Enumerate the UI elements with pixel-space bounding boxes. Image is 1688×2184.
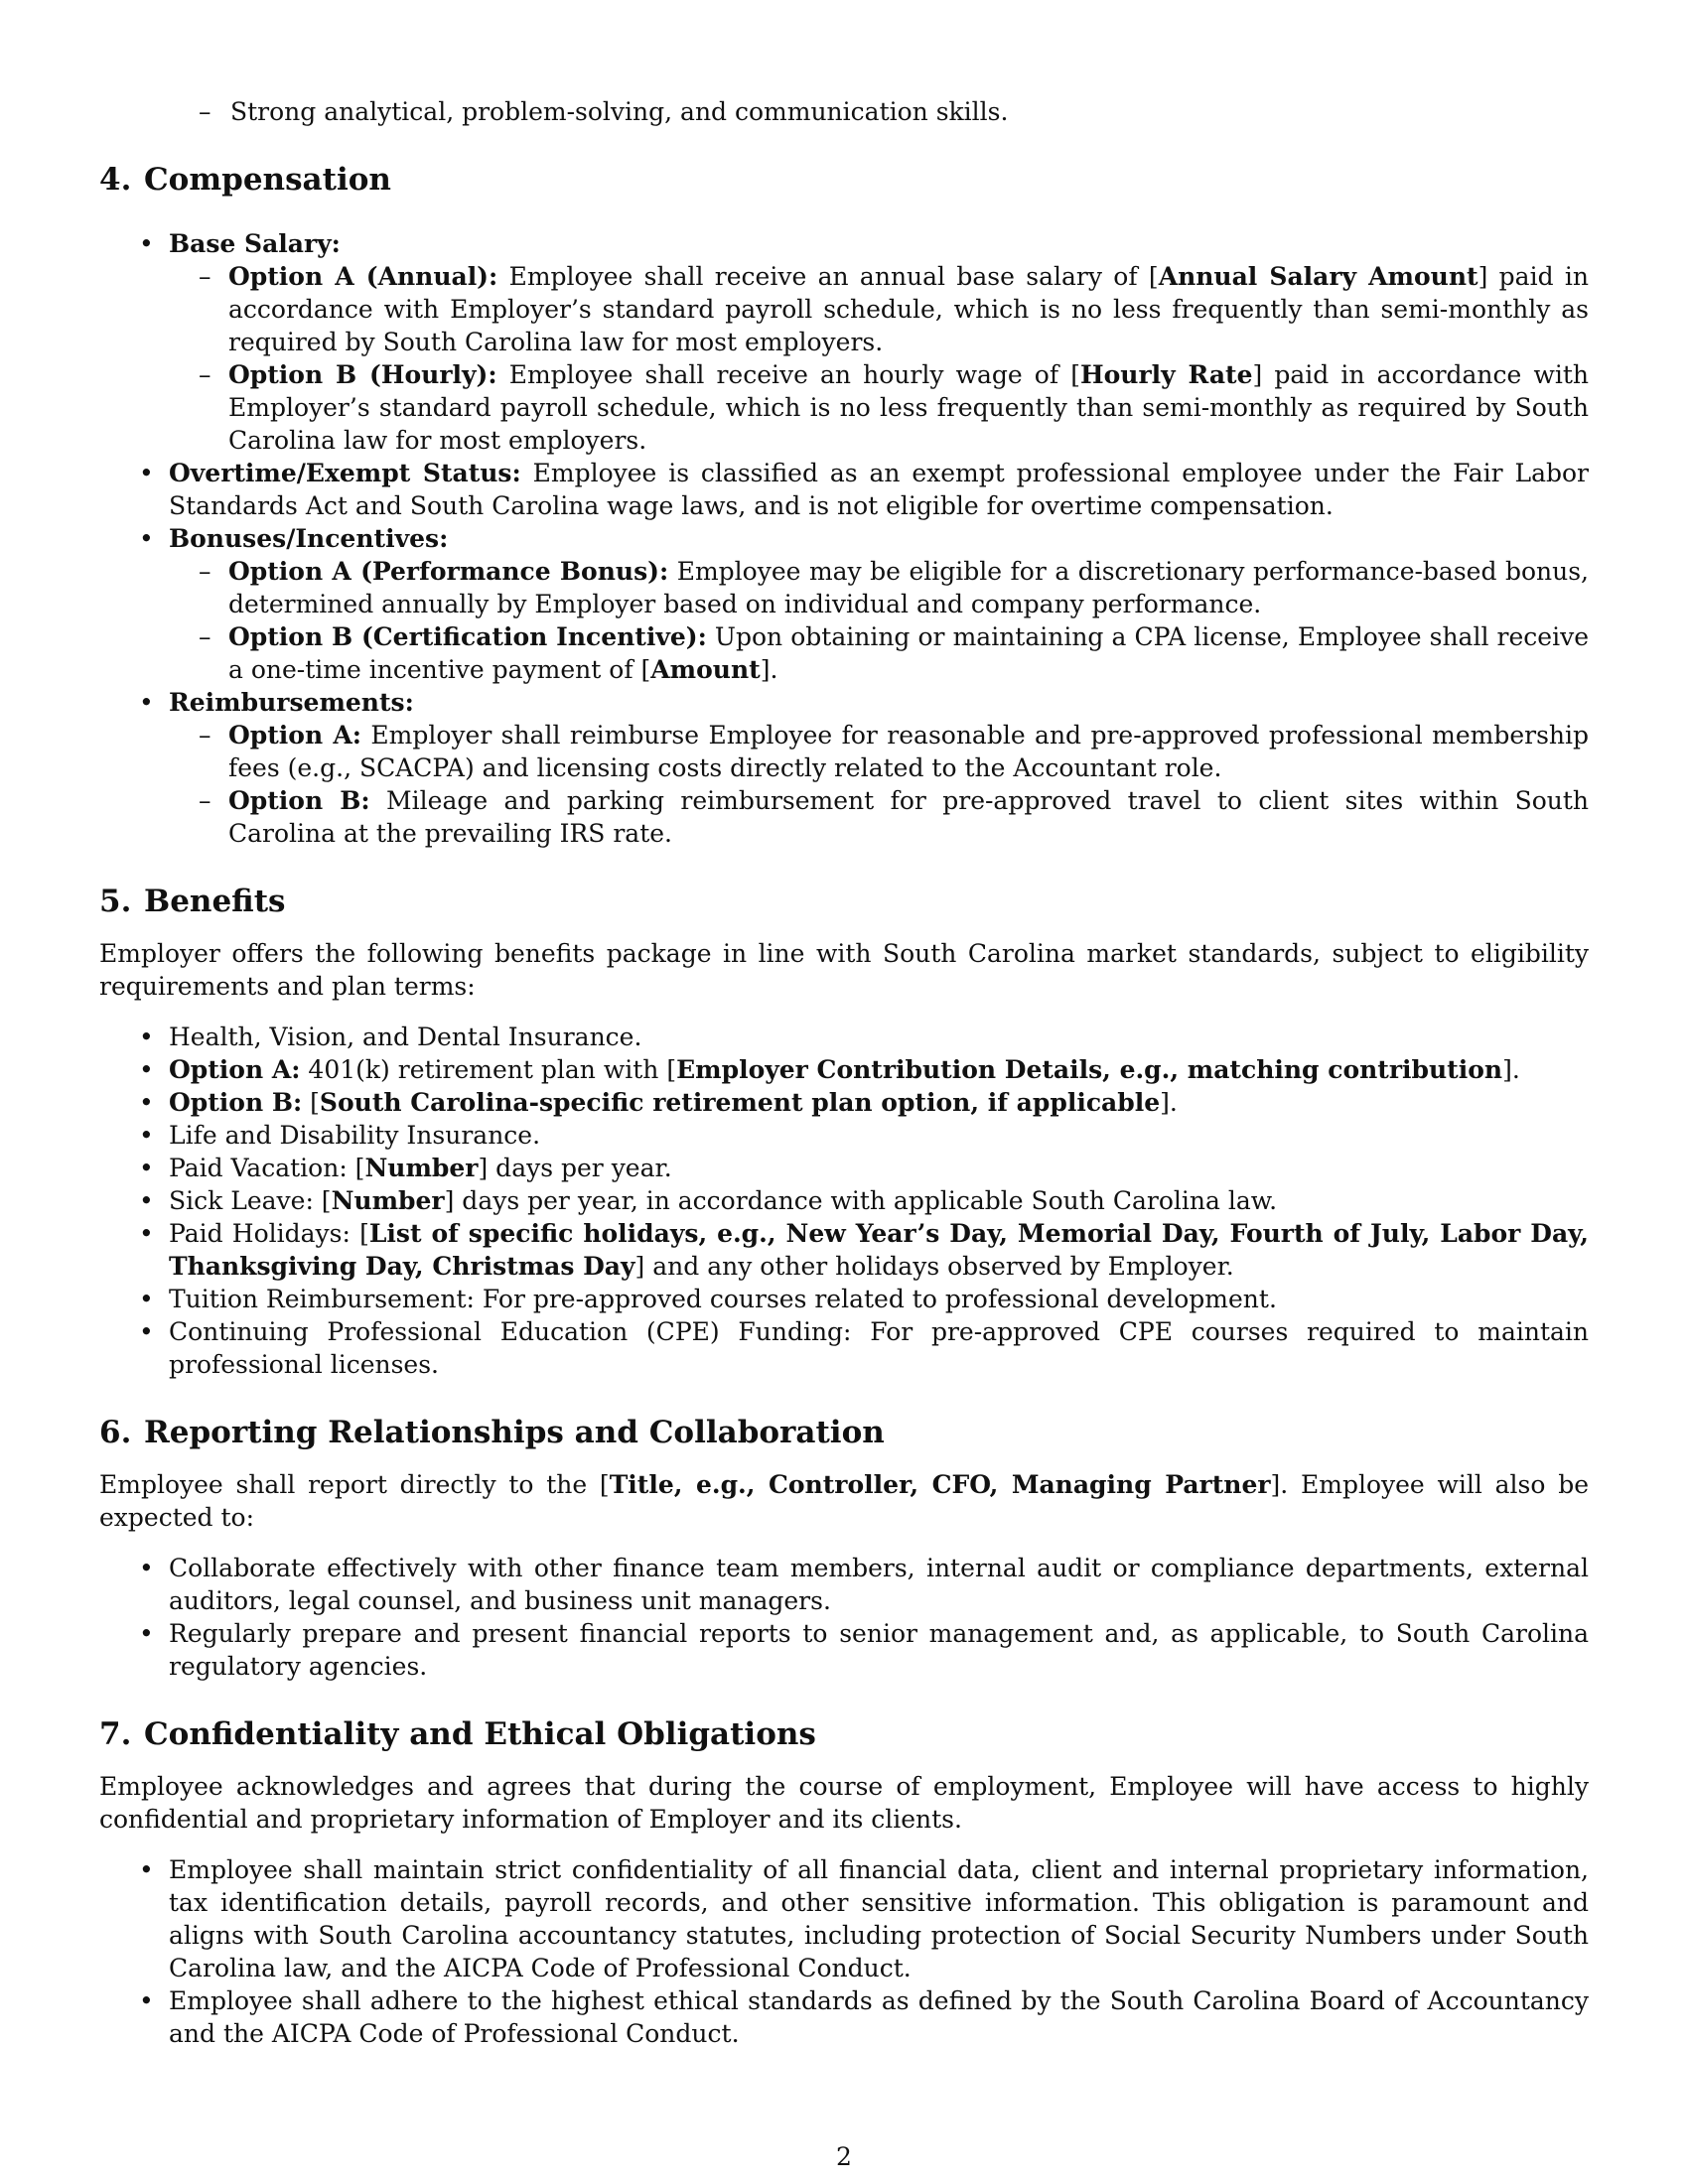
reporting-intro: Employee shall report directly to the [Title, e.g., Controller, CFO, Managing Partner]. Employee will also be expected to: [99,1470,1590,1532]
section-heading: 6. Reporting Relationships and Collaboration [99,1415,885,1450]
section-compensation [99,160,1589,850]
section-confidentiality [99,1714,1589,2050]
list-item-bonuses: • Bonuses/Incentives: – Option A (Performance Bonus): Employee may be eligible for a discretionary performance-based bonus, determined annually by Employer based on individual and company performance. – Option B (Certification Incentive): Upon obtaining or maintaining a CPA license, Employee shall receive a one-time incentive payment of [Amount]. [139,524,1590,684]
reporting-list [99,1552,1589,1683]
bullet-marker: • [139,1855,154,1884]
list-item-collaborate: • Collaborate effectively with other finance team members, internal audit or compliance departments, external auditors, legal counsel, and business unit managers. [139,1554,1589,1615]
benefits-intro: Employer offers the following benefits package in line with South Carolina market standards, subject to eligibility requirements and plan terms: [99,939,1589,1001]
list-item-cpe: • Continuing Professional Education (CPE) Funding: For pre-approved CPE courses required to maintain professional licenses. [139,1317,1589,1379]
bullet-marker: • [139,688,154,717]
document-page [99,95,1589,2050]
dash-marker: – [199,97,211,126]
continuation-item [99,95,1589,128]
bullet-marker: • [139,1154,154,1182]
bullet-marker: • [139,1219,154,1248]
section-heading: 5. Benefits [99,884,286,919]
bullet-marker: • [139,1023,154,1051]
list-item-overtime: • Overtime/Exempt Status: Employee is classified as an exempt professional employee under the Fair Labor Standards Act and South Carolina wage laws, and is not eligible for overtime compensation. [139,459,1589,520]
dash-marker: – [199,557,211,586]
bullet-marker: • [139,1285,154,1313]
list-item-mileage-reimbursement: – Option B: Mileage and parking reimbursement for pre-approved travel to client sites within South Carolina at the prevailing IRS rate. [199,786,1590,848]
dash-marker: – [199,622,211,651]
list-item-vacation: • Paid Vacation: [Number] days per year. [139,1154,672,1182]
confidentiality-list [99,1853,1589,2050]
list-item-certification-incentive: – Option B (Certification Incentive): Upon obtaining or maintaining a CPA license, Employee shall receive a one-time incentive payment of [Amount]. [199,622,1589,684]
list-item-sick-leave: • Sick Leave: [Number] days per year, in accordance with applicable South Carolina law. [139,1186,1278,1215]
bullet-marker: • [139,1554,154,1582]
continuation-text: Strong analytical, problem-solving, and communication skills. [230,97,1009,126]
list-item-strict-confidentiality: • Employee shall maintain strict confidentiality of all financial data, client and internal proprietary information, tax identification details, payroll records, and other sensitive information. This obligation is paramount and aligns with South Carolina accountancy statutes, including protection of Social Security Numbers under South Carolina law, and the AICPA Code of Professional Conduct. [139,1855,1589,1982]
section-heading: 4. Compensation [99,162,391,198]
reimbursement-options [169,719,1589,850]
bullet-marker: • [139,459,154,487]
section-benefits [99,882,1589,1381]
section-heading: 7. Confidentiality and Ethical Obligations [99,1716,816,1752]
list-item-performance-bonus: – Option A (Performance Bonus): Employee may be eligible for a discretionary performance-based bonus, determined annually by Employer based on individual and company performance. [199,557,1590,618]
list-item-base-salary: • Base Salary: – Option A (Annual): Employee shall receive an annual base salary of [Annual Salary Amount] paid in accordance with Employer’s standard payroll schedule, which is no less frequently than semi-monthly as required by South Carolina law for most employers. – Option B (Hourly): Employee shall receive an hourly wage of [Hourly Rate] paid in accordance with Employer’s standard payroll schedule, which is no less frequently than semi-monthly as required by South Carolina law for most employers. [139,229,1590,455]
confidentiality-intro: Employee acknowledges and agrees that during the course of employment, Employee will have access to highly confidential and proprietary information of Employer and its clients. [99,1772,1589,1834]
section-reporting [99,1413,1589,1683]
bullet-marker: • [139,1619,154,1648]
dash-marker: – [199,262,211,291]
bullet-marker: • [139,524,154,553]
list-item-membership-reimbursement: – Option A: Employer shall reimburse Employee for reasonable and pre-approved professional membership fees (e.g., SCACPA) and licensing costs directly related to the Accountant role. [199,721,1590,782]
bullet-marker: • [139,1317,154,1346]
dash-marker: – [199,786,211,815]
bullet-marker: • [139,1088,154,1117]
list-item-health: • Health, Vision, and Dental Insurance. [139,1023,642,1051]
bullet-marker: • [139,1055,154,1084]
list-item-reports: • Regularly prepare and present financial reports to senior management and, as applicable, to South Carolina regulatory agencies. [139,1619,1589,1681]
list-item-ethical-standards: • Employee shall adhere to the highest ethical standards as defined by the South Carolina Board of Accountancy and the AICPA Code of Professional Conduct. [139,1986,1589,2048]
list-item-reimbursements: • Reimbursements: – Option A: Employer shall reimburse Employee for reasonable and pre-approved professional membership fees (e.g., SCACPA) and licensing costs directly related to the Accountant role. – Option B: Mileage and parking reimbursement for pre-approved travel to client sites within South Carolina at the prevailing IRS rate. [139,688,1590,848]
list-item-sc-retirement: • Option B: [South Carolina-specific retirement plan option, if applicable]. [139,1088,1178,1117]
page-number: 2 [836,2142,852,2171]
list-item-option-a-annual: – Option A (Annual): Employee shall receive an annual base salary of [Annual Salary Amount] paid in accordance with Employer’s standard payroll schedule, which is no less frequently than semi-monthly as required by South Carolina law for most employers. [199,262,1590,356]
dash-marker: – [199,721,211,750]
bonus-options [169,555,1589,686]
bullet-marker: • [139,1986,154,2015]
list-item-holidays: • Paid Holidays: [List of specific holidays, e.g., New Year’s Day, Memorial Day, Fourth of July, Labor Day, Thanksgiving Day, Christmas Day] and any other holidays observed by Employer. [139,1219,1589,1281]
list-item-option-b-hourly: – Option B (Hourly): Employee shall receive an hourly wage of [Hourly Rate] paid in accordance with Employer’s standard payroll schedule, which is no less frequently than semi-monthly as required by South Carolina law for most employers. [199,360,1589,455]
dash-marker: – [199,360,211,389]
bullet-marker: • [139,229,154,258]
list-item-life-disability: • Life and Disability Insurance. [139,1121,541,1150]
bullet-marker: • [139,1121,154,1150]
bullet-marker: • [139,1186,154,1215]
list-item-tuition: • Tuition Reimbursement: For pre-approved courses related to professional development. [139,1285,1277,1313]
base-salary-options [169,260,1589,457]
benefits-list [99,1021,1589,1381]
list-item-401k: • Option A: 401(k) retirement plan with [Employer Contribution Details, e.g., matching contribution]. [139,1055,1520,1084]
compensation-list [99,227,1589,850]
